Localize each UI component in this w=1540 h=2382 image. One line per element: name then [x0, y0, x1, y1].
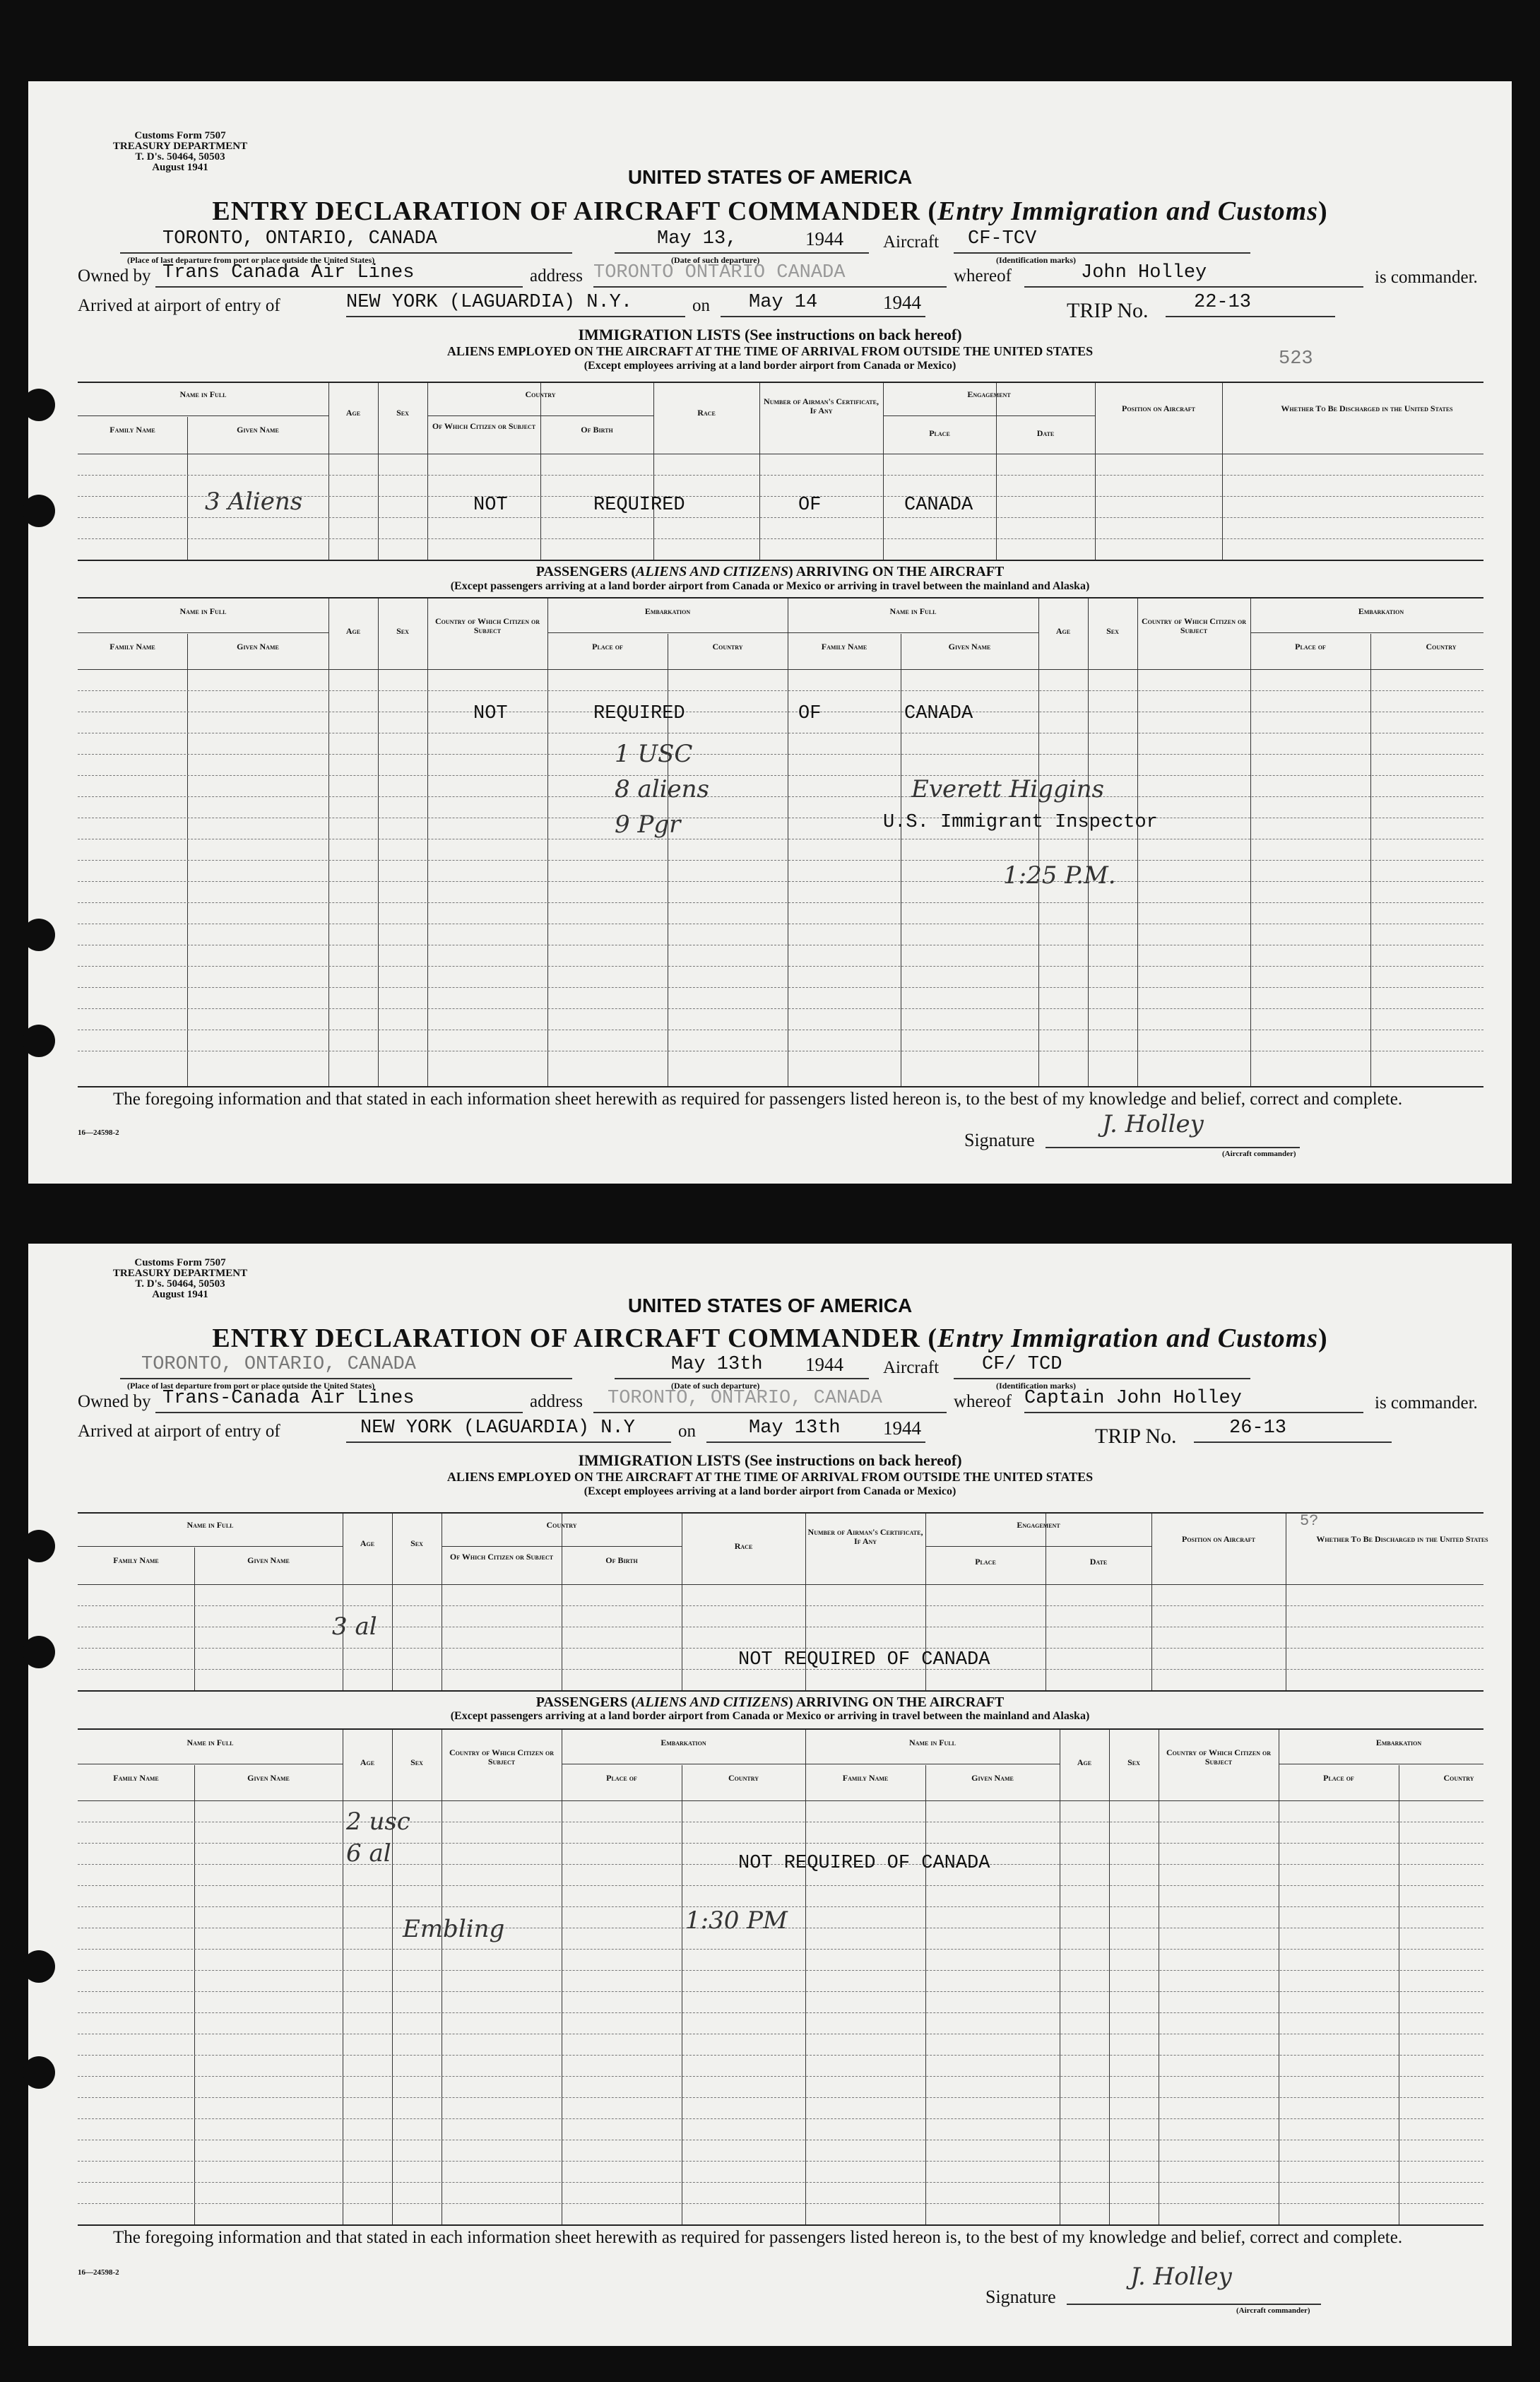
- departure-place: TORONTO, ONTARIO, CANADA: [141, 1354, 416, 1375]
- margin-number: 5?: [1300, 1512, 1319, 1530]
- passenger-count-aliens: 6 al: [346, 1839, 391, 1868]
- inspector-signature: Everett Higgins: [911, 775, 1104, 803]
- crew-table: Name in Full Family Name Given Name Age Sex Country Of Which Citizen or Subject Of Birth Race Number of Airman's Certificate, If Any Engagement Place Date Position on Aircraft Whether To Be Discharged in the United States 3 al NOT REQUIRED OF CANADA: [78, 1512, 1483, 1692]
- departure-date: May 13th: [671, 1354, 763, 1375]
- departure-place: TORONTO, ONTARIO, CANADA: [162, 228, 437, 249]
- punch-hole: [23, 495, 55, 527]
- departure-date: May 13,: [657, 228, 738, 249]
- owner-address: TORONTO, ONTARIO, CANADA: [608, 1388, 882, 1409]
- punch-hole: [23, 1530, 55, 1562]
- passenger-count-usc: 1 USC: [615, 740, 693, 768]
- certification-text: The foregoing information and that stated in each information sheet herewith as required for passengers listed hereon is, to the best of my knowledge and belief, correct and complete.: [113, 1090, 1403, 1109]
- owner-name: Trans-Canada Air Lines: [162, 1388, 415, 1409]
- inspector-signature: Embling: [403, 1915, 505, 1943]
- immigration-heading: IMMIGRATION LISTS (See instructions on back hereof): [578, 1451, 962, 1469]
- trip-number: 22-13: [1194, 292, 1252, 313]
- passenger-count-usc: 2 usc: [346, 1808, 410, 1836]
- passenger-count-total: 9 Pgr: [615, 810, 681, 839]
- form-identifier: Customs Form 7507 TREASURY DEPARTMENT T. D's. 50464, 50503 August 1941: [112, 130, 248, 173]
- trip-number: 26-13: [1229, 1417, 1287, 1439]
- arrival-date: May 14: [749, 292, 818, 313]
- form-title: ENTRY DECLARATION OF AIRCRAFT COMMANDER (Entry Immigration and Customs): [212, 1323, 1328, 1353]
- inspection-time: 1:30 PM: [685, 1906, 788, 1935]
- owner-name: Trans Canada Air Lines: [162, 262, 415, 283]
- passenger-table: Name in Full Family Name Given Name Age Sex Country of Which Citizen or Subject Embarkation Place of Country Name in Full Family Name Given Name Age Sex Country of Which Citizen or Subject Embarkation Place of Country NOT REQUIRED OF CANADA 1 USC 8 aliens 9 Pgr Everett Higgins U.S. Immigrant Inspector 1:25 P.M.: [78, 597, 1483, 1087]
- immigration-heading: IMMIGRATION LISTS (See instructions on back hereof): [578, 326, 962, 343]
- arrival-airport: NEW YORK (LAGUARDIA) N.Y.: [346, 292, 633, 313]
- declaration-sheet-1: Customs Form 7507 TREASURY DEPARTMENT T. D's. 50464, 50503 August 1941 UNITED STATES OF AMERICA ENTRY DECLARATION OF AIRCRAFT COMMANDER (Entry Immigration and Customs) TORONTO, ONTARIO, CANADA May 13, 1944 Aircraft CF-TCV (Place of last departure from port or place outside the United States) (Date of such departure) (Identification marks) Owned by Trans Canada Air Lines address TORONTO ONTARIO CANADA whereof John Holley is commander. Arrived at airport of entry of NEW YORK (LAGUARDIA) N.Y. on May 14 1944 TRIP No. 22-13 IMMIGRATION LISTS (See instructions on back hereof) ALIENS EMPLOYED ON THE AIRCRAFT AT THE TIME OF ARRIVAL FROM OUTSIDE THE UNITED STATES (Except employees arriving at a land border airport from Canada or Mexico) 523 Name in Full Family Name Given Name Age Sex Country Of Which Citizen or Subject Of Birth Race Number of Airman's Certificate, If Any Engagement Place Date Position on Aircraft Whether To Be Discharged in the United States 3 Aliens NOT REQUIRED OF CANADA PASSENGERS (ALIENS AND CITIZENS) ARRIVING ON THE AIRCRAFT (Except passengers arriving at a land border airport from Canada or Mexico or arriving in travel between the mainland and Alaska) Name in Full Family Name Given Name Age Sex Country of Which Citizen or Subject Embarkation Place of Country Name in Full Family Name Given Name Age Sex Country of Which Citizen or Subject Embarkation Place of Country NOT REQUIRED OF CANADA 1 USC 8 aliens 9 Pgr Everett Higgins U.S. Immigrant Inspector 1:25 P.M. The foregoing information and that stated in each information sheet herewith as required for passengers listed hereon is, to the best of my knowledge and belief, correct and complete. 16—24598-2 Signature J. Holley (Aircraft commander): [28, 81, 1512, 1184]
- aircraft-ident: CF-TCV: [968, 228, 1037, 249]
- crew-count-note: 3 Aliens: [205, 488, 303, 516]
- passengers-heading: PASSENGERS (ALIENS AND CITIZENS) ARRIVING ON THE AIRCRAFT: [535, 1694, 1005, 1710]
- aliens-heading: ALIENS EMPLOYED ON THE AIRCRAFT AT THE TIME OF ARRIVAL FROM OUTSIDE THE UNITED STATES: [446, 344, 1094, 358]
- country-title: UNITED STATES OF AMERICA: [627, 166, 913, 188]
- commander-name: Captain John Holley: [1024, 1388, 1242, 1409]
- inspector-title: U.S. Immigrant Inspector: [883, 812, 1158, 833]
- aliens-heading: ALIENS EMPLOYED ON THE AIRCRAFT AT THE TIME OF ARRIVAL FROM OUTSIDE THE UNITED STATES: [446, 1470, 1094, 1484]
- country-title: UNITED STATES OF AMERICA: [627, 1295, 913, 1316]
- commander-signature: J. Holley: [1130, 2263, 1232, 2291]
- punch-hole: [23, 919, 55, 951]
- crew-count-note: 3 al: [332, 1612, 377, 1641]
- declaration-sheet-2: Customs Form 7507 TREASURY DEPARTMENT T. D's. 50464, 50503 August 1941 UNITED STATES OF AMERICA ENTRY DECLARATION OF AIRCRAFT COMMANDER (Entry Immigration and Customs) TORONTO, ONTARIO, CANADA May 13th 1944 Aircraft CF/ TCD (Place of last departure from port or place outside the United States) (Date of such departure) (Identification marks) Owned by Trans-Canada Air Lines address TORONTO, ONTARIO, CANADA whereof Captain John Holley is commander. Arrived at airport of entry of NEW YORK (LAGUARDIA) N.Y on May 13th 1944 TRIP No. 26-13 IMMIGRATION LISTS (See instructions on back hereof) ALIENS EMPLOYED ON THE AIRCRAFT AT THE TIME OF ARRIVAL FROM OUTSIDE THE UNITED STATES (Except employees arriving at a land border airport from Canada or Mexico) 5? Name in Full Family Name Given Name Age Sex Country Of Which Citizen or Subject Of Birth Race Number of Airman's Certificate, If Any Engagement Place Date Position on Aircraft Whether To Be Discharged in the United States 3 al NOT REQUIRED OF CANADA PASSENGERS (ALIENS AND CITIZENS) ARRIVING ON THE AIRCRAFT (Except passengers arriving at a land border airport from Canada or Mexico or arriving in travel between the mainland and Alaska) Name in Full Family Name Given Name Age Sex Country of Which Citizen or Subject Embarkation Place of Country Name in Full Family Name Given Name Age Sex Country of Which Citizen or Subject Embarkation Place of Country 2 usc 6 al NOT REQUIRED OF CANADA Embling 1:30 PM The foregoing information and that stated in each information sheet herewith as required for passengers listed hereon is, to the best of my knowledge and belief, correct and complete. 16—24598-2 Signature J. Holley (Aircraft commander): [28, 1244, 1512, 2346]
- passenger-count-aliens: 8 aliens: [615, 775, 709, 803]
- form-title: ENTRY DECLARATION OF AIRCRAFT COMMANDER (Entry Immigration and Customs): [212, 196, 1328, 226]
- passenger-table: Name in Full Family Name Given Name Age Sex Country of Which Citizen or Subject Embarkation Place of Country Name in Full Family Name Given Name Age Sex Country of Which Citizen or Subject Embarkation Place of Country 2 usc 6 al NOT REQUIRED OF CANADA Embling 1:30 PM: [78, 1728, 1483, 2226]
- punch-hole: [23, 2056, 55, 2089]
- commander-signature: J. Holley: [1102, 1110, 1204, 1138]
- arrival-date: May 13th: [749, 1417, 841, 1439]
- punch-hole: [23, 1025, 55, 1057]
- margin-number: 523: [1279, 348, 1313, 370]
- crew-table: Name in Full Family Name Given Name Age Sex Country Of Which Citizen or Subject Of Birth Race Number of Airman's Certificate, If Any Engagement Place Date Position on Aircraft Whether To Be Discharged in the United States 3 Aliens NOT REQUIRED OF CANADA: [78, 382, 1483, 561]
- inspection-time: 1:25 P.M.: [1003, 861, 1116, 890]
- punch-hole: [23, 389, 55, 421]
- form-identifier: Customs Form 7507 TREASURY DEPARTMENT T. D's. 50464, 50503 August 1941: [112, 1257, 248, 1300]
- aircraft-ident: CF/ TCD: [982, 1354, 1062, 1375]
- punch-hole: [23, 1636, 55, 1668]
- owner-address: TORONTO ONTARIO CANADA: [593, 262, 846, 283]
- arrival-airport: NEW YORK (LAGUARDIA) N.Y: [360, 1417, 635, 1439]
- commander-name: John Holley: [1081, 262, 1207, 283]
- passengers-heading: PASSENGERS (ALIENS AND CITIZENS) ARRIVING ON THE AIRCRAFT: [535, 564, 1005, 579]
- certification-text: The foregoing information and that stated in each information sheet herewith as required for passengers listed hereon is, to the best of my knowledge and belief, correct and complete.: [113, 2228, 1403, 2247]
- punch-hole: [23, 1950, 55, 1983]
